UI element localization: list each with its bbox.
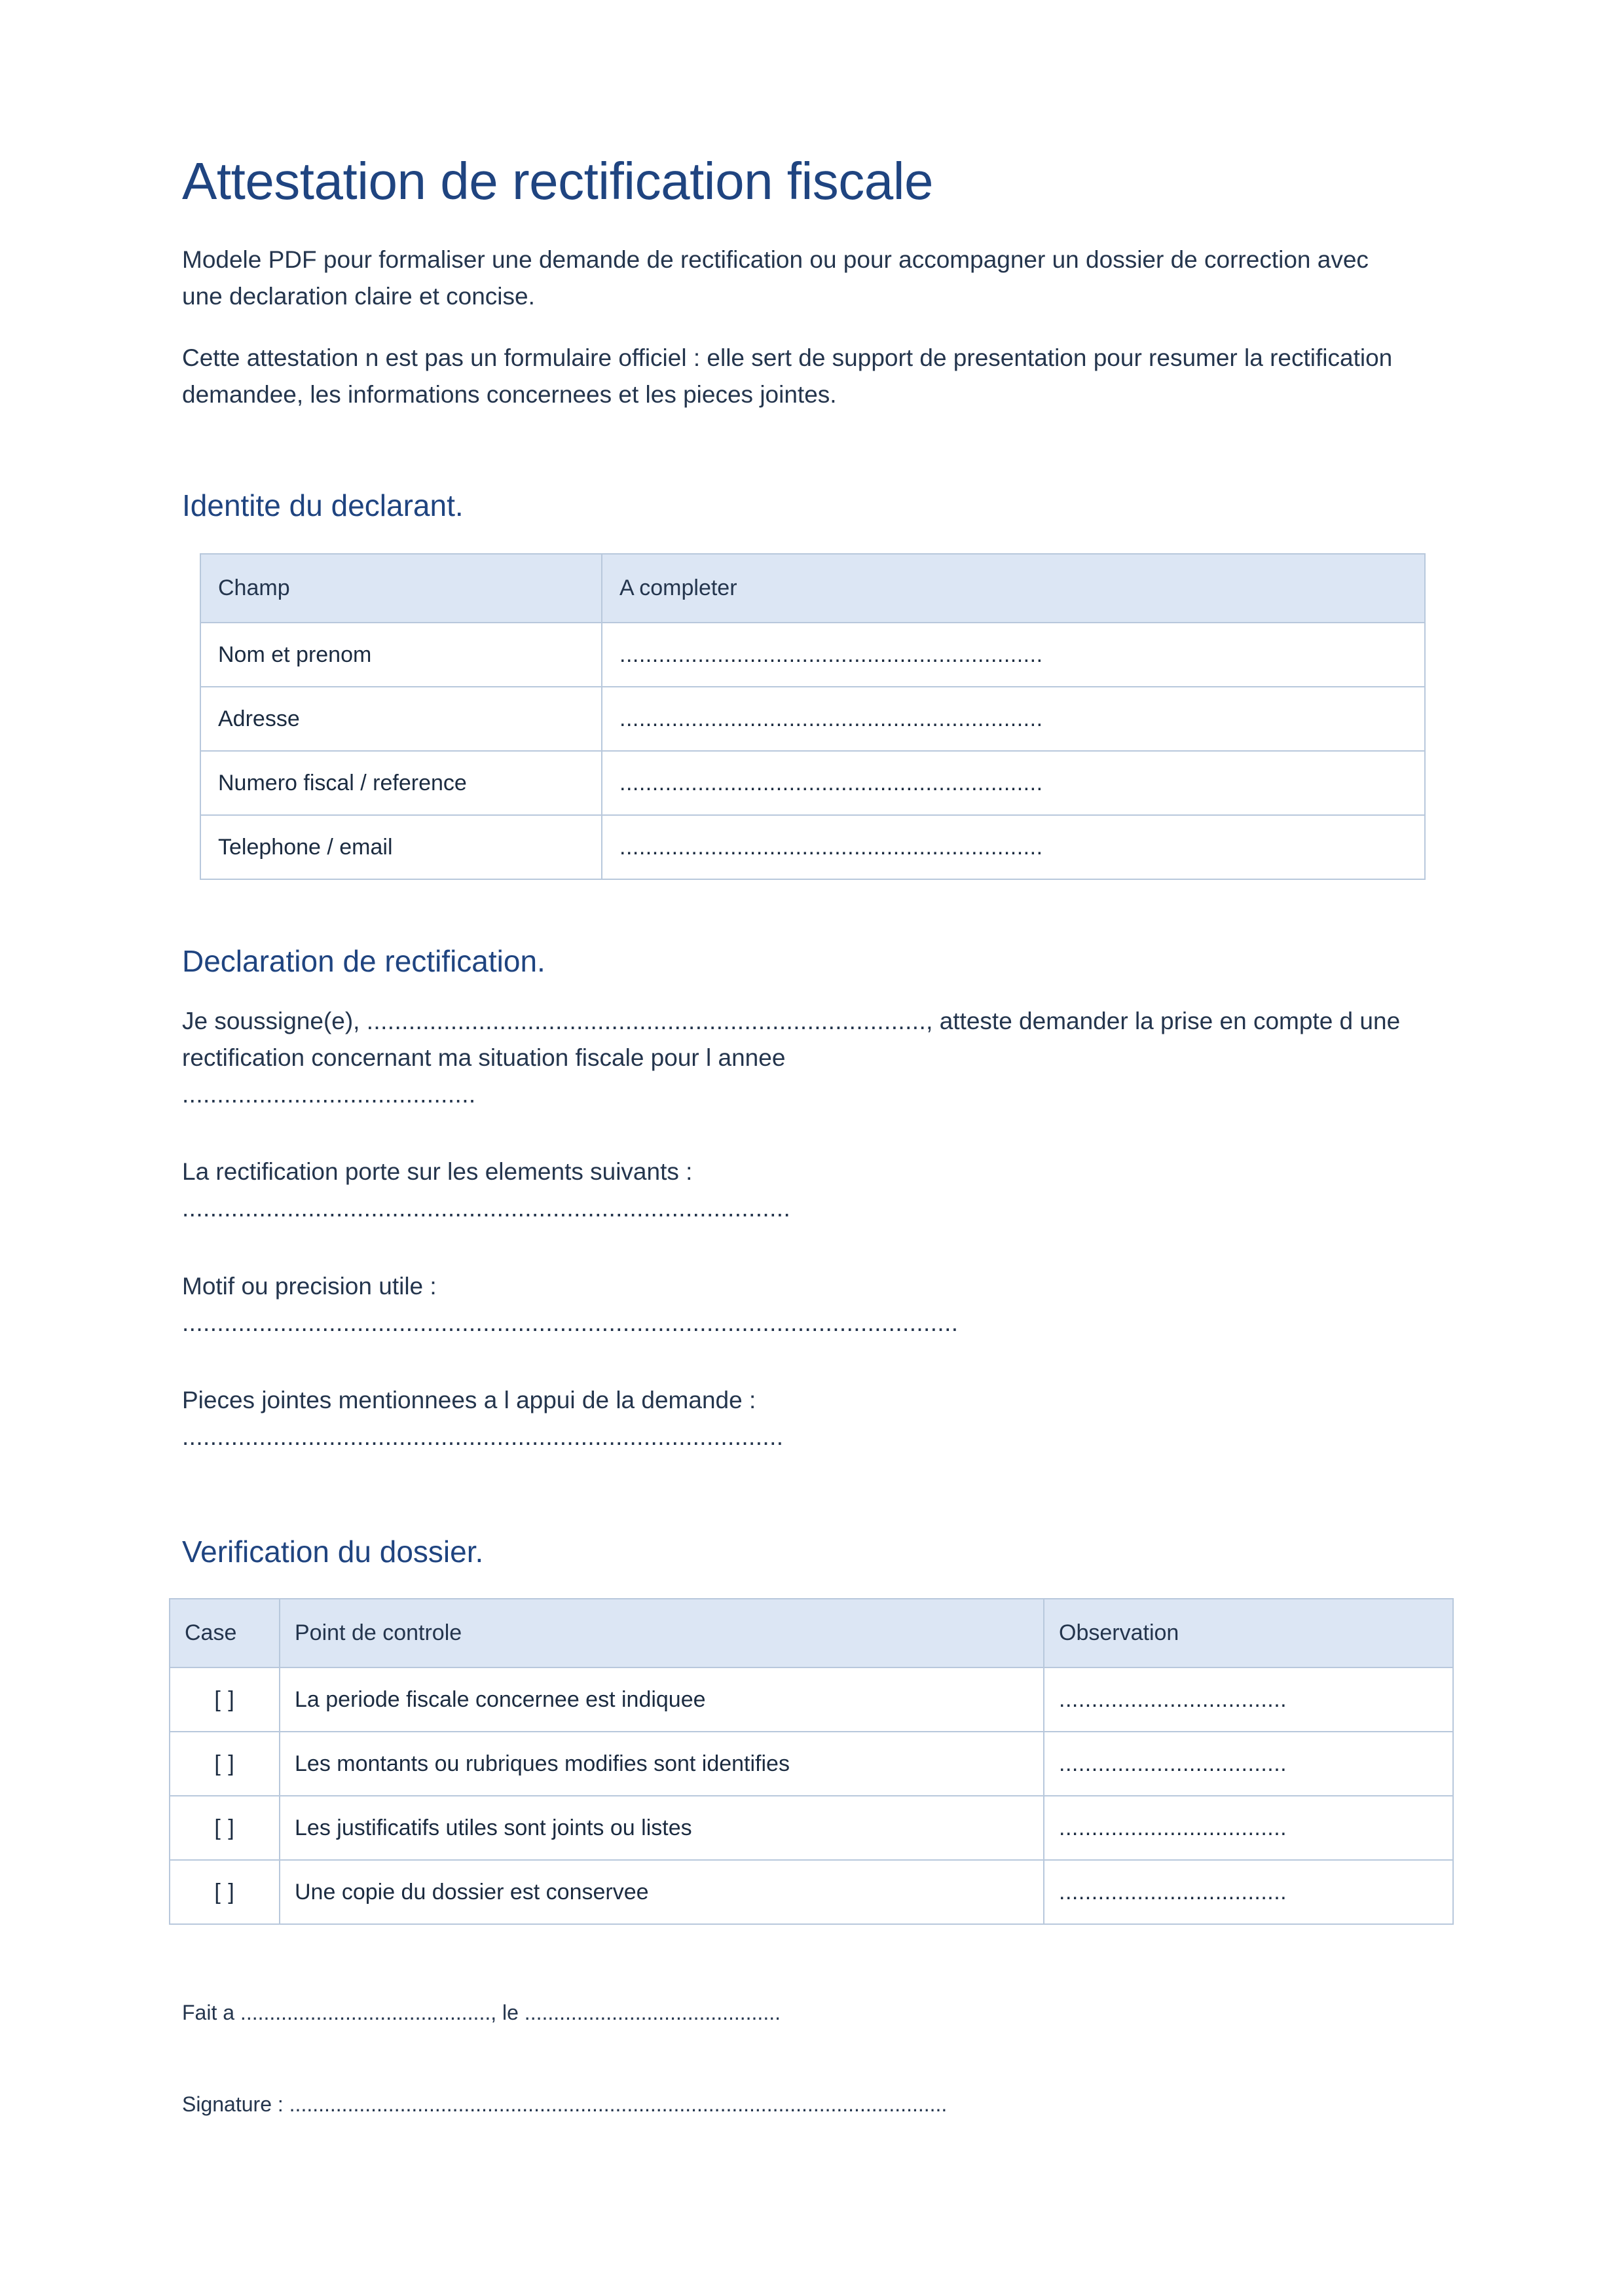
field-label-adresse: Adresse [200, 687, 602, 751]
control-point-label: Les montants ou rubriques modifies sont identifies [280, 1732, 1044, 1796]
intro-paragraph-2: Cette attestation n est pas un formulaire officiel : elle sert de support de presentation pour resumer la rectification demandee, les informations concernees et les pieces jointes. [182, 344, 1393, 409]
table-header-row [200, 554, 1425, 623]
table-row [170, 1860, 1453, 1924]
column-header-a-completer: A completer [602, 554, 1425, 623]
declaration-item-label: Motif ou precision utile : [182, 1272, 437, 1300]
intro-paragraph-1: Modele PDF pour formaliser une demande de rectification ou pour accompagner un dossier de correction avec une declaration claire et concise. [182, 246, 1369, 310]
declaration-item-motif [182, 1228, 1426, 1341]
checkbox-justificatifs[interactable]: [ ] [170, 1796, 280, 1860]
observation-blank[interactable]: ................................... [1044, 1796, 1453, 1860]
document-content [182, 0, 1446, 2120]
column-header-case: Case [170, 1599, 280, 1667]
page-title: Attestation de rectification fiscale [182, 152, 934, 210]
declaration-item-blank[interactable]: ............................................................................................................... [182, 1309, 959, 1336]
declaration-item-blank[interactable]: ....................................................................................... [182, 1195, 791, 1222]
identity-table [200, 553, 1426, 880]
verification-table [169, 1598, 1454, 1925]
table-row [200, 687, 1425, 751]
signature-line[interactable]: Signature : ................................................................................................................. [182, 2092, 948, 2117]
section-heading-declaration: Declaration de rectification. [182, 944, 545, 979]
declaration-item-blank[interactable]: ...................................................................................... [182, 1423, 784, 1451]
observation-blank[interactable]: ................................... [1044, 1667, 1453, 1732]
field-value-telephone-email[interactable]: ................................................................. [602, 815, 1425, 879]
control-point-label: Les justificatifs utiles sont joints ou listes [280, 1796, 1044, 1860]
declaration-item-pieces-jointes [182, 1341, 1426, 1455]
column-header-champ: Champ [200, 554, 602, 623]
field-value-nom-prenom[interactable]: ................................................................. [602, 623, 1425, 687]
checkbox-copie-dossier[interactable]: [ ] [170, 1860, 280, 1924]
signature-block [182, 1925, 1446, 2120]
observation-blank[interactable]: ................................... [1044, 1732, 1453, 1796]
declaration-suffix: , atteste demander la [926, 1007, 1154, 1034]
declaration-prefix: Je soussigne(e), [182, 1007, 367, 1034]
table-row [200, 623, 1425, 687]
declaration-item-label: La rectification porte sur les elements suivants : [182, 1158, 693, 1186]
checkbox-montants-rubriques[interactable]: [ ] [170, 1732, 280, 1796]
declaration-item-elements [182, 1113, 1426, 1227]
column-header-point-de-controle: Point de controle [280, 1599, 1044, 1667]
declaration-statement [182, 981, 1426, 1114]
observation-blank[interactable]: ................................... [1044, 1860, 1453, 1924]
field-label-telephone-email: Telephone / email [200, 815, 602, 879]
section-heading-verification: Verification du dossier. [182, 1534, 484, 1569]
table-row [170, 1796, 1453, 1860]
declaration-name-blank[interactable]: ................................................................................ [366, 1007, 927, 1034]
table-row [170, 1667, 1453, 1732]
field-label-nom-prenom: Nom et prenom [200, 623, 602, 687]
declaration-item-label: Pieces jointes mentionnees a l appui de la demande : [182, 1387, 756, 1414]
control-point-label: La periode fiscale concernee est indiquee [280, 1667, 1044, 1732]
table-row [200, 815, 1425, 879]
table-row [170, 1732, 1453, 1796]
column-header-observation: Observation [1044, 1599, 1453, 1667]
table-row [200, 751, 1425, 815]
field-value-numero-fiscal[interactable]: ................................................................. [602, 751, 1425, 815]
field-value-adresse[interactable]: ................................................................. [602, 687, 1425, 751]
place-and-date-line[interactable]: Fait a ..........................................., le ............................................ [182, 2001, 781, 2025]
section-heading-identity: Identite du declarant. [182, 488, 464, 522]
declaration-line-2: prise en compte d une rectification concernant ma situation fiscale pour l annee [182, 1007, 1401, 1071]
control-point-label: Une copie du dossier est conservee [280, 1860, 1044, 1924]
field-label-numero-fiscal: Numero fiscal / reference [200, 751, 602, 815]
checkbox-periode-fiscale[interactable]: [ ] [170, 1667, 280, 1732]
table-header-row [170, 1599, 1453, 1667]
declaration-year-blank[interactable]: .......................................... [182, 1081, 476, 1108]
